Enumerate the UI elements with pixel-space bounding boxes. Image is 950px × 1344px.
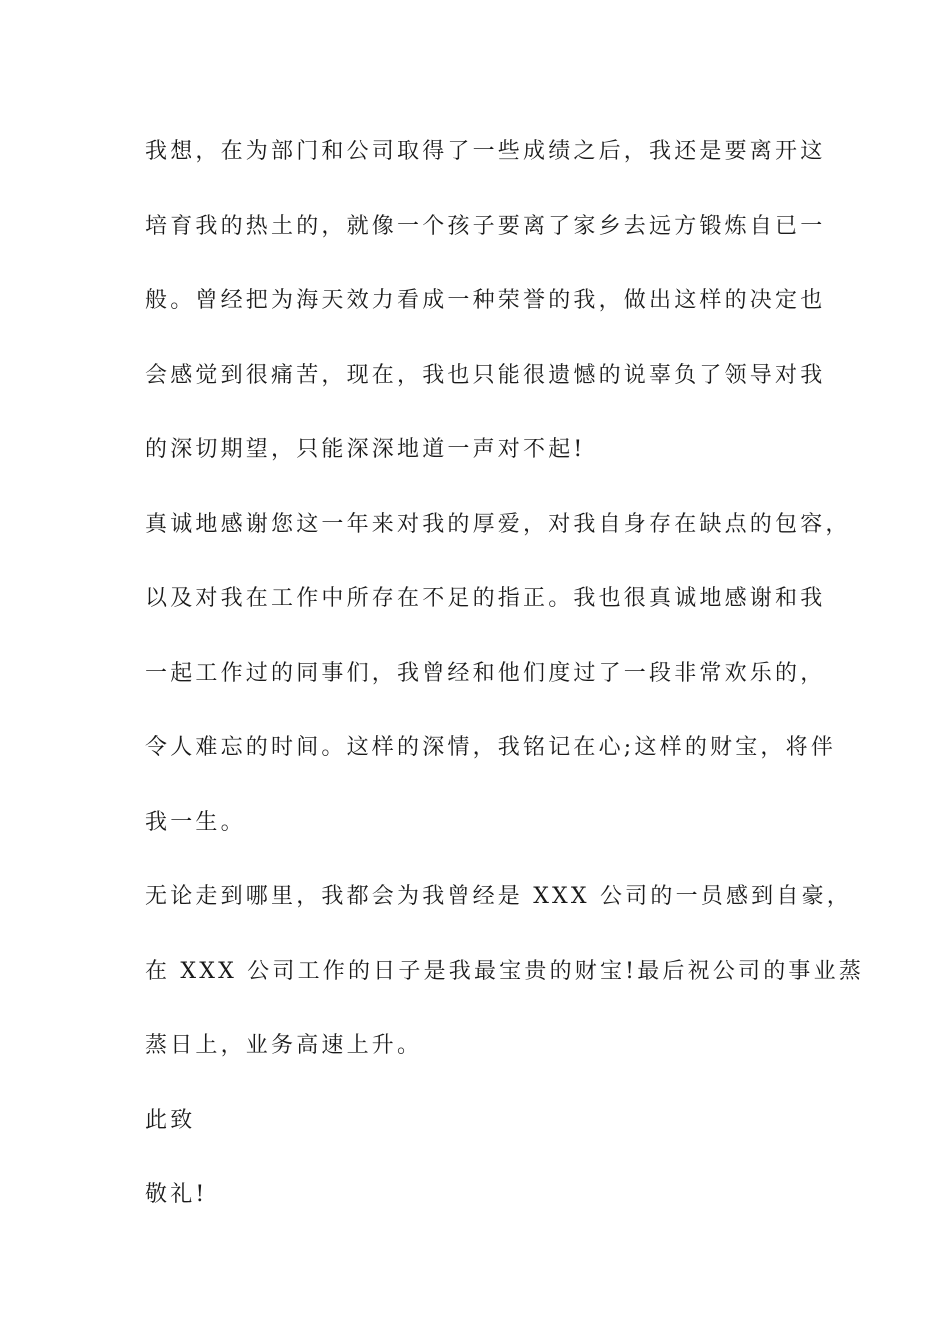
text-line: 以及对我在工作中所存在不足的指正。我也很真诚地感谢和我 xyxy=(145,586,826,611)
text-line: 我一生。 xyxy=(145,810,246,835)
text-line: 培育我的热土的，就像一个孩子要离了家乡去远方锻炼自已一 xyxy=(145,214,826,239)
text-line: 在 XXX 公司工作的日子是我最宝贵的财宝!最后祝公司的事业蒸 xyxy=(145,959,865,984)
text-line: 真诚地感谢您这一年来对我的厚爱，对我自身存在缺点的包容， xyxy=(145,512,851,537)
text-line: 般。曾经把为海天效力看成一种荣誉的我，做出这样的决定也 xyxy=(145,288,826,313)
text-line: 会感觉到很痛苦，现在，我也只能很遗憾的说辜负了领导对我 xyxy=(145,363,826,388)
text-line: 一起工作过的同事们，我曾经和他们度过了一段非常欢乐的， xyxy=(145,661,826,686)
closing-salutation: 此致 xyxy=(145,1108,196,1133)
text-line: 我想，在为部门和公司取得了一些成绩之后，我还是要离开这 xyxy=(145,139,826,164)
text-line: 令人难忘的时间。这样的深情，我铭记在心;这样的财宝，将伴 xyxy=(145,735,837,760)
text-line: 无论走到哪里，我都会为我曾经是 XXX 公司的一员感到自豪， xyxy=(145,884,852,909)
text-line: 蒸日上，业务高速上升。 xyxy=(145,1033,423,1058)
text-line: 的深切期望，只能深深地道一声对不起! xyxy=(145,437,586,462)
closing-regards: 敬礼! xyxy=(145,1182,208,1207)
